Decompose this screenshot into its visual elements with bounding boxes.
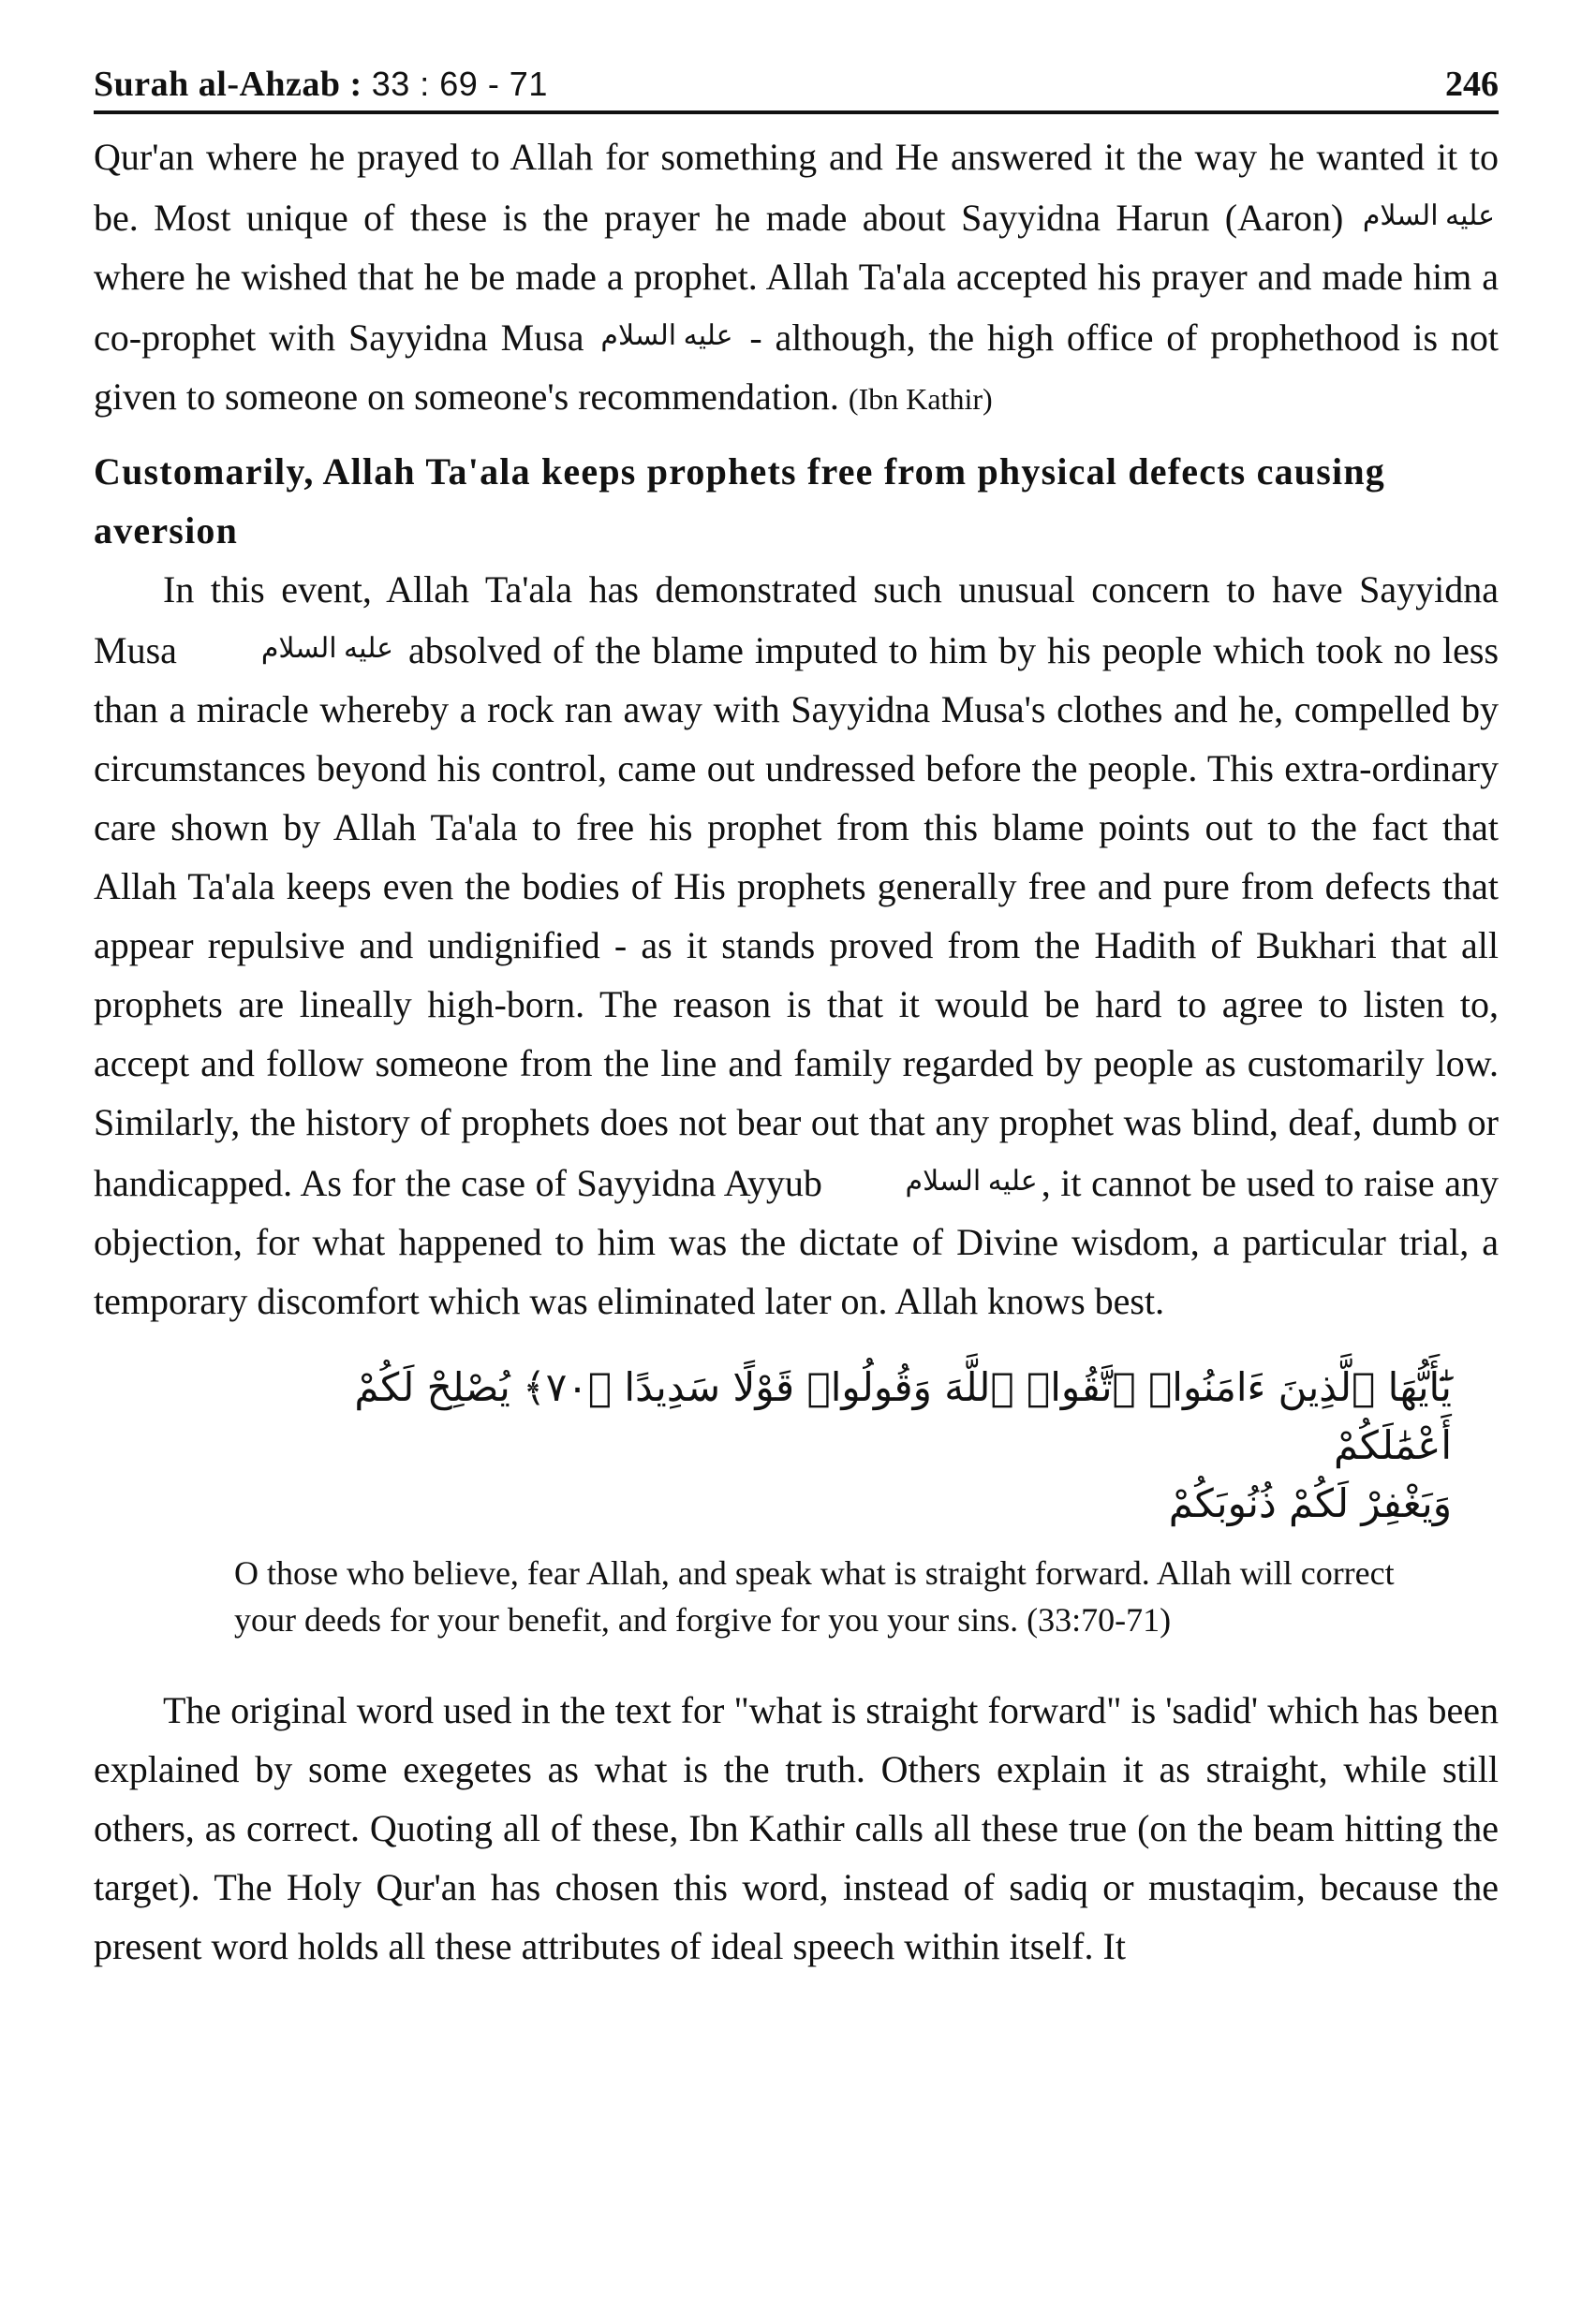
paragraph-text: In this event, Allah Ta'ala has demonstrated such unusual concern to have Sayyidna Musa — [94, 568, 1499, 671]
arabic-line: يَٰٓأَيُّهَا ٱلَّذِينَ ءَامَنُوا۟ ٱتَّقُوا۟ ٱللَّهَ وَقُولُوا۟ قَوْلًا سَدِيدًا ﴿٧٠﴾ يُصْلِحْ لَكُمْ أَعْمَٰلَكُمْ — [354, 1364, 1452, 1468]
honorific-glyph: عليه السلام — [260, 633, 394, 664]
honorific-glyph: عليه السلام — [600, 320, 733, 351]
paragraph-text: - although, the high office of prophethood is not given to someone on someone's recommendation. — [94, 316, 1500, 418]
section-heading: Customarily, Allah Ta'ala keeps prophets free from physical defects causing aversion — [94, 450, 1385, 552]
paragraph-text: where he wished that he be made a prophet. Allah Ta'ala accepted his prayer and made him a co-prophet with Sayyidna Musa — [94, 256, 1499, 359]
paragraph-sadid: The original word used in the text for "what is straight forward" is 'sadid' which has been explained by some exegetes as what is the truth. Others explain it as straight, while still others, as correct. Quoting all of these, Ibn Kathir calls all these true (on the beam hitting the target). The Holy Qur'an has chosen this word, instead of sadiq or mustaqim, because the present word holds all these attributes of ideal speech within itself. It — [94, 1689, 1499, 1967]
running-header — [94, 37, 1499, 114]
header-title — [94, 64, 548, 105]
verse-reference: 33 : 69 - 71 — [371, 65, 548, 103]
paragraph-text: , it cannot be used to raise any objection, for what happened to him was the dictate of Divine wisdom, a particular trial, a temporary discomfort which was eliminated later on. Allah knows best. — [94, 1162, 1500, 1322]
source-citation: (Ibn Kathir) — [848, 382, 993, 416]
page-number: 246 — [1445, 65, 1499, 104]
honorific-glyph: عليه السلام — [1362, 200, 1495, 231]
paragraph-defects — [94, 560, 1499, 1331]
paragraph-text: absolved of the blame imputed to him by his people which took no less than a miracle whereby a rock ran away with Sayyidna Musa's clothes and he, compelled by circumstances beyond his control, came out undressed before the people. This extra-ordinary care shown by Allah Ta'ala to free his prophet from this blame points out to the fact that Allah Ta'ala keeps even the bodies of His prophets generally free and pure from defects that appear repulsive and undignified - as it stands proved from the Hadith of Bukhari that all prophets are lineally high-born. The reason is that it would be hard to agree to listen to, accept and follow someone from the line and family regarded by people as customarily low. Similarly, the history of prophets does not bear out that any prophet was blind, deaf, dumb or handicapped. As for the case of Sayyidna Ayyub — [94, 629, 1500, 1204]
paragraph-text: Qur'an where he prayed to Allah for something and He answered it the way he wanted it to be. Most unique of these is the prayer he made about Sayyidna Harun (Aaron) — [94, 136, 1499, 239]
quran-verse-arabic — [234, 1359, 1452, 1533]
surah-name: Surah al-Ahzab : — [94, 65, 362, 104]
arabic-line: وَيَغْفِرْ لَكُمْ ذُنُوبَكُمْ — [1168, 1480, 1452, 1526]
verse-translation: O those who believe, fear Allah, and speak what is straight forward. Allah will correct your deeds for your benefit, and forgive for you your sins. (33:70-71) — [234, 1554, 1395, 1639]
honorific-glyph: عليه السلام — [905, 1166, 1038, 1197]
paragraph-prayer — [94, 127, 1499, 429]
page — [94, 37, 1499, 1976]
